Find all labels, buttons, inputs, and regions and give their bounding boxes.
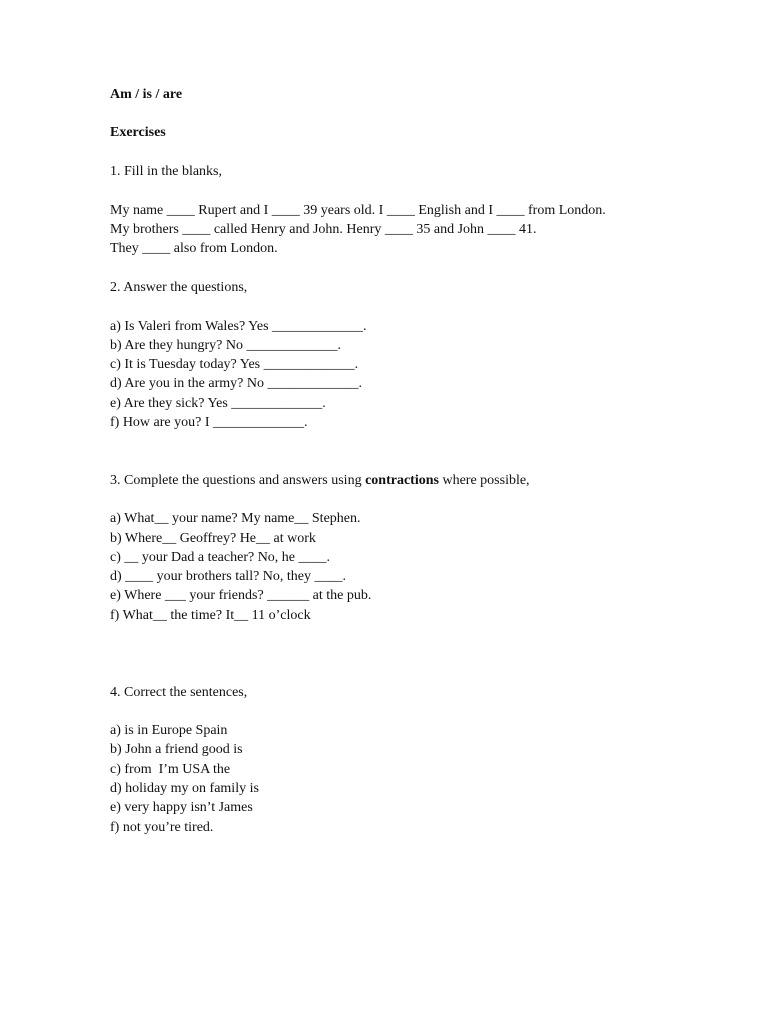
exercise-3-question: c) __ your Dad a teacher? No, he ____. xyxy=(110,550,331,565)
exercise-2-question: a) Is Valeri from Wales? Yes _____________. xyxy=(110,319,367,334)
exercise-4-sentence: e) very happy isn’t James xyxy=(110,800,253,815)
exercise-1-line: My brothers ____ called Henry and John. Henry ____ 35 and John ____ 41. xyxy=(110,222,537,237)
exercise-3-question: a) What__ your name? My name__ Stephen. xyxy=(110,511,361,526)
exercise-4-sentence: c) from I’m USA the xyxy=(110,762,231,777)
exercise-4-sentence: d) holiday my on family is xyxy=(110,781,259,796)
exercise-2-question: f) How are you? I _____________. xyxy=(110,415,308,430)
exercise-4-sentence: f) not you’re tired. xyxy=(110,820,214,835)
exercise-3-heading-emphasis: contractions xyxy=(365,473,439,488)
exercise-3-heading-end: where possible, xyxy=(438,473,530,488)
exercise-3-heading xyxy=(110,472,530,490)
exercise-3-question: f) What__ the time? It__ 11 o’clock xyxy=(110,608,311,623)
exercise-3-question: d) ____ your brothers tall? No, they ____. xyxy=(110,569,347,584)
exercise-2-question: c) It is Tuesday today? Yes _____________. xyxy=(110,357,359,372)
exercise-2-question: d) Are you in the army? No _____________. xyxy=(110,376,362,391)
exercise-2-question: b) Are they hungry? No _____________. xyxy=(110,338,341,353)
exercise-2-question: e) Are they sick? Yes _____________. xyxy=(110,396,326,411)
exercise-3-question: e) Where ___ your friends? ______ at the pub. xyxy=(110,588,372,603)
exercise-4-sentence: b) John a friend good is xyxy=(110,742,243,757)
exercise-3-heading-start: 3. Complete the questions and answers using xyxy=(110,473,366,488)
exercise-1-line: They ____ also from London. xyxy=(110,241,278,256)
exercise-4-sentence: a) is in Europe Spain xyxy=(110,723,228,738)
exercise-1-line: My name ____ Rupert and I ____ 39 years old. I ____ English and I ____ from London. xyxy=(110,203,606,218)
exercise-2-heading: 2. Answer the questions, xyxy=(110,280,248,295)
worksheet-subtitle: Exercises xyxy=(110,125,166,140)
exercise-3-question: b) Where__ Geoffrey? He__ at work xyxy=(110,531,316,546)
exercise-1-heading: 1. Fill in the blanks, xyxy=(110,164,222,179)
worksheet-title: Am / is / are xyxy=(110,87,183,102)
exercise-4-heading: 4. Correct the sentences, xyxy=(110,685,248,700)
